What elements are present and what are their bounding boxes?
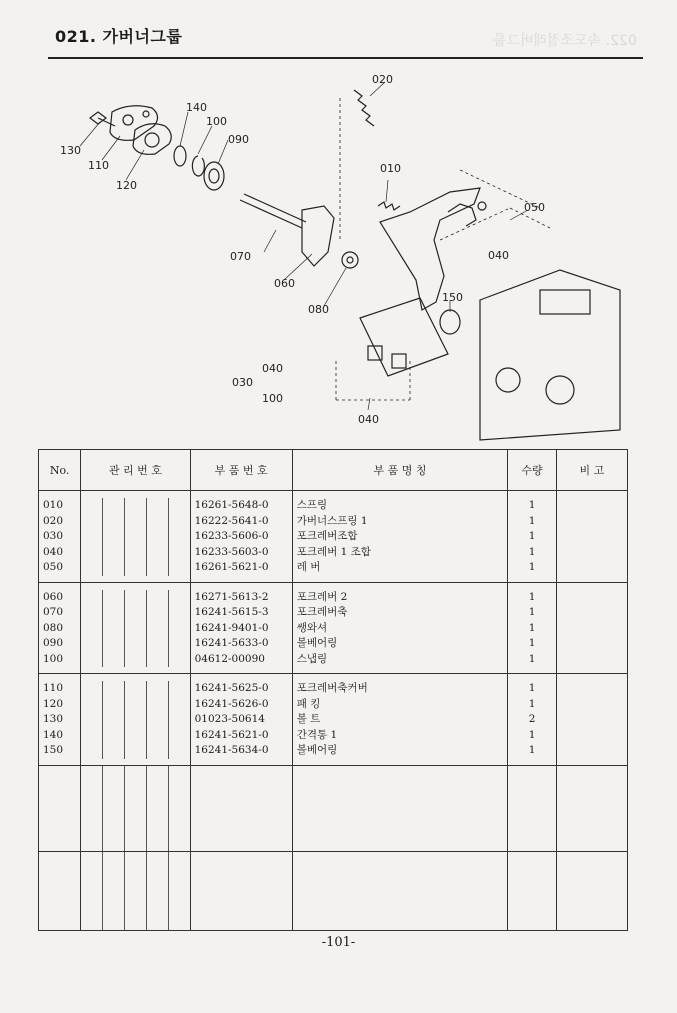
part-no-cell [190,674,292,766]
row-name: 레 버 [296,561,321,573]
callout-090: 090 [228,133,249,146]
diagram-svg [40,60,640,445]
callout-040-upper: 040 [488,249,509,262]
callout-050: 050 [524,201,545,214]
row-name: 패 킹 [296,697,321,710]
row-no: 150 [43,744,64,756]
qty-cell [508,582,556,674]
row-qty: 1 [528,561,536,573]
col-header-no: No. [39,450,81,491]
shaft-070-shape [240,200,302,228]
empty-cell [39,765,81,851]
callout-120: 120 [116,179,137,192]
spring-010-shape [378,202,400,210]
row-name: 포크레버축 [296,606,348,618]
parts-table [38,449,628,931]
row-no: 130 [43,713,64,725]
table-row-empty [39,765,628,851]
callout-100-bracket: 100 [262,392,283,405]
row-no: 070 [43,606,64,618]
callout-020: 020 [372,73,393,86]
row-part-no: 16241-5633-0 [194,637,269,649]
row-qty: 1 [528,499,536,511]
empty-cell [39,851,81,930]
row-part-no: 16261-5648-0 [194,499,269,511]
row-no: 040 [43,545,64,558]
row-no: 140 [43,728,64,741]
empty-cell [292,851,508,930]
mgmt-cell [81,674,190,766]
row-no: 020 [43,514,64,527]
title-divider [48,57,643,59]
mgmt-cell [81,491,190,583]
row-qty: 1 [528,545,536,558]
row-qty: 1 [528,637,536,649]
empty-cell [190,851,292,930]
row-qty: 1 [528,728,536,741]
parts-table-body [39,491,628,931]
col-header-mgmt: 관 리 번 호 [81,450,190,491]
row-name: 쌩와셔 [296,621,328,634]
no-cell [39,491,81,583]
row-part-no: 16241-5615-3 [194,606,269,618]
name-cell [292,491,508,583]
row-no: 100 [43,652,64,665]
remark-cell [556,582,627,674]
packing-120-shape [133,124,171,155]
table-row-group [39,491,628,583]
row-name: 포크레버 2 [296,590,348,603]
row-name: 스냅링 [296,652,328,665]
callout-110: 110 [88,159,109,172]
callout-080: 080 [308,303,329,316]
qty-cell [508,491,556,583]
row-name: 스프링 [296,499,328,511]
empty-cell [556,765,627,851]
spacer-140-shape [174,146,186,166]
col-header-qty: 수량 [508,450,556,491]
row-no: 110 [43,682,64,694]
bearing-090-shape [204,162,224,190]
row-no: 060 [43,590,64,603]
row-no: 030 [43,530,64,542]
row-part-no: 16222-5641-0 [194,514,269,527]
row-qty: 1 [528,514,536,527]
name-cell [292,674,508,766]
row-no: 050 [43,561,64,573]
fork-lever-060-shape [302,206,334,266]
row-qty: 1 [528,530,536,542]
empty-cell [508,851,556,930]
empty-cell [508,765,556,851]
row-qty: 1 [528,697,536,710]
part-no-cell [190,491,292,583]
callout-010: 010 [380,162,401,175]
callout-140: 140 [186,101,207,114]
row-no: 090 [43,637,64,649]
col-header-part-no: 부 품 번 호 [190,450,292,491]
no-cell [39,674,81,766]
bleed-through-text: 022. 속도조절레버그룹 [493,33,637,49]
callout-070: 070 [230,250,251,263]
row-qty: 1 [528,606,536,618]
row-name: 볼베어링 [296,744,338,756]
row-part-no: 04612-00090 [194,652,265,665]
row-part-no: 16271-5613-2 [194,590,269,603]
col-header-remark: 비 고 [556,450,627,491]
empty-cell [556,851,627,930]
remark-cell [556,674,627,766]
row-part-no: 16241-5634-0 [194,744,269,756]
bearing-150-shape [440,310,460,334]
callout-130: 130 [60,144,81,157]
empty-cell [190,765,292,851]
row-part-no: 16241-5625-0 [194,682,269,694]
row-qty: 2 [528,713,536,725]
row-part-no: 16241-9401-0 [194,621,269,634]
part-no-cell [190,582,292,674]
name-cell [292,582,508,674]
row-no: 120 [43,697,64,710]
callout-060: 060 [274,277,295,290]
row-part-no: 16233-5603-0 [194,545,269,558]
row-no: 010 [43,499,64,511]
row-qty: 1 [528,682,536,694]
row-qty: 1 [528,744,536,756]
table-header-row [39,450,628,491]
row-part-no: 01023-50614 [194,713,265,725]
empty-cell [81,765,190,851]
callout-040-bracket: 040 [262,362,283,375]
fork-lever-assy-030-shape [380,188,480,310]
col-header-name: 부 품 명 칭 [292,450,508,491]
row-name: 포크레버조합 [296,530,358,542]
no-cell [39,582,81,674]
row-name: 포크레버축커버 [296,682,368,694]
page-title: 021. 가버너그룹 [55,27,183,46]
exploded-parts-diagram [40,60,640,445]
row-name: 볼 트 [296,713,321,725]
row-name: 볼베어링 [296,637,338,649]
row-part-no: 16241-5621-0 [194,728,269,741]
page-number: -101- [321,935,356,950]
remark-cell [556,491,627,583]
row-name: 가버너스프링 1 [296,514,368,527]
row-qty: 1 [528,621,536,634]
callout-100: 100 [206,115,227,128]
empty-cell [292,765,508,851]
row-part-no: 16261-5621-0 [194,561,269,573]
callout-040-lower: 040 [358,413,379,426]
row-qty: 1 [528,590,536,603]
washer-080-shape [342,252,358,268]
row-no: 080 [43,621,64,634]
table-row-empty [39,851,628,930]
lever-050-shape [448,204,476,226]
snapring-100-shape [192,156,204,176]
row-part-no: 16241-5626-0 [194,697,269,710]
row-name: 간격통 1 [296,728,338,741]
qty-cell [508,674,556,766]
row-qty: 1 [528,652,536,665]
empty-cell [81,851,190,930]
callout-150: 150 [442,291,463,304]
table-row-group [39,674,628,766]
mgmt-cell [81,582,190,674]
fork-lever1-plate-shape [360,298,448,376]
engine-casing-shape [480,270,620,440]
callout-030: 030 [232,376,253,389]
table-row-group [39,582,628,674]
row-part-no: 16233-5606-0 [194,530,269,542]
row-name: 포크레버 1 조합 [296,545,371,558]
